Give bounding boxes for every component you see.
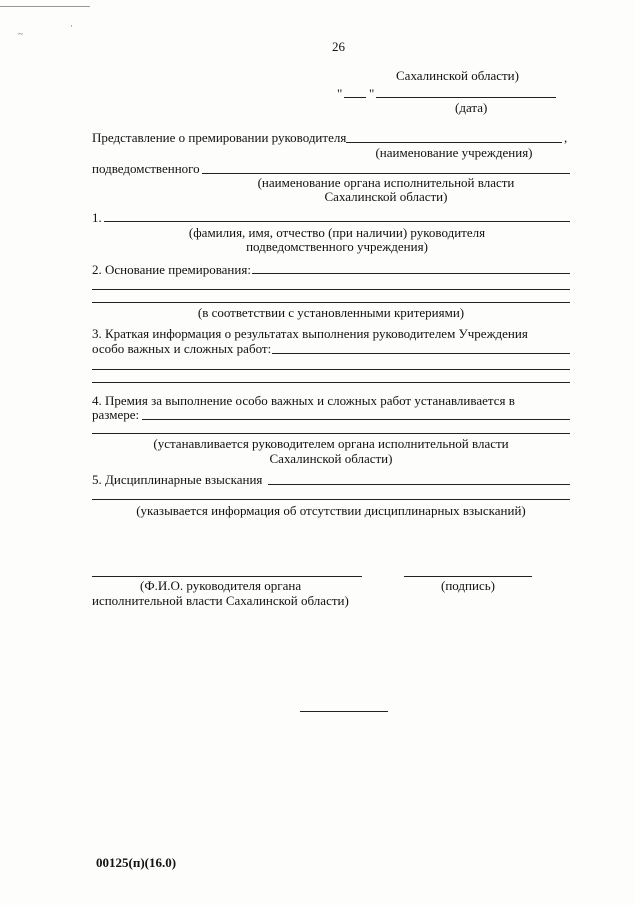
section1-caption-line-1: (фамилия, имя, отчество (при наличии) руководителя bbox=[188, 225, 486, 240]
section4-caption-line-2: Сахалинской области) bbox=[269, 451, 393, 466]
section3-label-line-1: 3. Краткая информация о результатах выполнения руководителем Учреждения bbox=[92, 326, 528, 341]
scan-speck: ~ bbox=[18, 29, 23, 39]
work-results-field-1[interactable] bbox=[272, 353, 570, 354]
section4-label-line-2: размере: bbox=[92, 407, 140, 422]
bonus-basis-field-2[interactable] bbox=[92, 289, 570, 290]
authority-caption-line-2: Сахалинской области) bbox=[324, 189, 448, 204]
section5-label: 5. Дисциплинарные взыскания bbox=[92, 472, 263, 487]
section1-caption-line-2: подведомственного учреждения) bbox=[246, 239, 428, 254]
work-results-field-2[interactable] bbox=[92, 369, 570, 370]
work-results-field-3[interactable] bbox=[92, 382, 570, 383]
name-caption-line-1: (Ф.И.О. руководителя органа bbox=[140, 578, 302, 593]
authority-name-field[interactable] bbox=[202, 173, 570, 174]
authority-caption-line-1: (наименование органа исполнительной власти bbox=[257, 175, 515, 190]
footer-code: 00125(п)(16.0) bbox=[96, 855, 177, 870]
section2-label: 2. Основание премирования: bbox=[92, 262, 251, 277]
date-close-quote: " bbox=[369, 86, 375, 101]
subordinate-label: подведомственного bbox=[92, 161, 200, 176]
section4-label-line-1: 4. Премия за выполнение особо важных и сложных работ устанавливается в bbox=[92, 393, 515, 408]
intro-label: Представление о премировании руководителя bbox=[92, 130, 347, 145]
closing-rule bbox=[300, 711, 388, 712]
section4-caption-line-1: (устанавливается руководителем органа исполнительной власти bbox=[153, 436, 509, 451]
bonus-basis-field-1[interactable] bbox=[252, 273, 570, 274]
authority-head-name-field[interactable] bbox=[92, 576, 362, 577]
section2-caption: (в соответствии с установленными критериями) bbox=[197, 305, 465, 320]
signature-field[interactable] bbox=[404, 576, 532, 577]
institution-name-field[interactable] bbox=[346, 142, 562, 143]
date-open-quote: " bbox=[337, 86, 343, 101]
name-caption-line-2: исполнительной власти Сахалинской области) bbox=[92, 593, 349, 608]
manager-fullname-field[interactable] bbox=[104, 221, 570, 222]
disciplinary-field-1[interactable] bbox=[268, 484, 570, 485]
bonus-amount-field-1[interactable] bbox=[142, 419, 570, 420]
bonus-basis-field-3[interactable] bbox=[92, 302, 570, 303]
intro-trailing-comma: , bbox=[564, 130, 568, 145]
scan-speck: · bbox=[70, 21, 73, 31]
page-number: 26 bbox=[332, 39, 345, 54]
header-region-line: Сахалинской области) bbox=[396, 68, 519, 83]
date-day-field[interactable] bbox=[344, 97, 366, 98]
date-caption: (дата) bbox=[455, 100, 488, 115]
bonus-amount-field-2[interactable] bbox=[92, 433, 570, 434]
disciplinary-field-2[interactable] bbox=[92, 499, 570, 500]
signature-caption: (подпись) bbox=[441, 578, 495, 593]
section5-caption: (указывается информация об отсутствии дисциплинарных взысканий) bbox=[136, 503, 526, 518]
institution-caption: (наименование учреждения) bbox=[375, 145, 533, 160]
section1-label: 1. bbox=[92, 210, 102, 225]
date-month-field[interactable] bbox=[376, 97, 556, 98]
scan-edge-mark bbox=[0, 6, 90, 7]
section3-label-line-2: особо важных и сложных работ: bbox=[92, 341, 272, 356]
